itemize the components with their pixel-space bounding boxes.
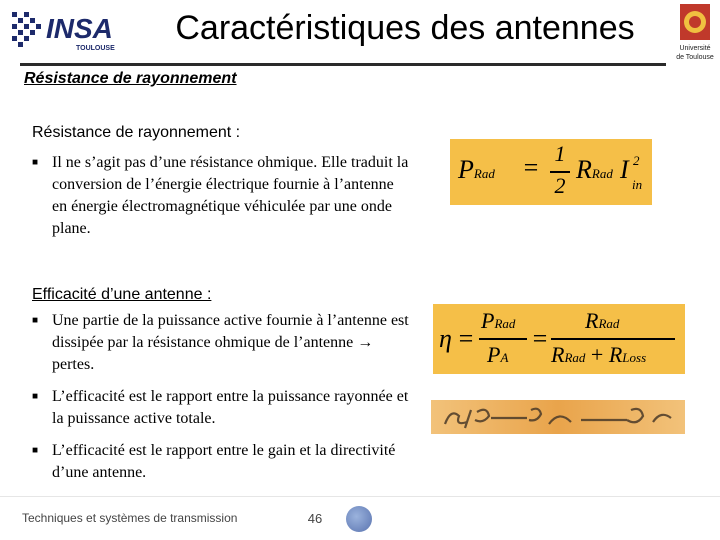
efficiency-formula xyxy=(433,304,685,374)
footer-decoration-icon xyxy=(346,506,372,532)
formula-p-a: PA xyxy=(487,342,509,367)
formula-eta: η xyxy=(439,324,452,353)
formula-p-rad: PRad xyxy=(481,308,516,333)
formula-equals: = xyxy=(531,324,549,353)
bullet-text: L’efficacité est le rapport entre le gain et la directivité d’une antenne. xyxy=(52,442,396,481)
radiation-resistance-heading: Résistance de rayonnement : xyxy=(32,124,241,141)
formula-current-sub: in xyxy=(632,177,643,192)
page-title: Caractéristiques des antennes xyxy=(175,9,635,47)
formula-frac-bar xyxy=(551,338,675,340)
university-logo-line2: de Toulouse xyxy=(676,54,714,61)
formula-frac-den: 2 xyxy=(554,173,566,198)
university-logo-line1: Université xyxy=(679,45,711,52)
bullet-icon: ■ xyxy=(32,315,39,326)
bullet-item xyxy=(32,440,412,484)
bullet-item xyxy=(32,152,412,240)
formula-current: I xyxy=(620,155,629,184)
formula-equals: = xyxy=(457,324,475,353)
formula-equals: = xyxy=(522,153,540,182)
formula-lhs: PRad xyxy=(458,155,495,184)
formula-r-rad: RRad xyxy=(585,308,620,333)
formula-denominator: RRad + RLoss xyxy=(551,342,647,367)
efficiency-gain-formula-image xyxy=(431,400,685,434)
header-divider xyxy=(20,63,666,66)
university-logo xyxy=(672,2,718,64)
radiated-power-formula xyxy=(450,139,652,205)
bullet-text: L’efficacité est le rapport entre la puissance rayonnée et la puissance active totale. xyxy=(52,388,409,427)
formula-frac-num: 1 xyxy=(554,141,566,166)
insa-logo-sub: TOULOUSE xyxy=(76,45,115,52)
page-number: 46 xyxy=(307,511,323,526)
insa-logo xyxy=(8,4,138,58)
insa-logo-text: INSA xyxy=(46,13,113,44)
section-title: Résistance de rayonnement xyxy=(24,70,237,87)
bullet-text: Il ne s’agit pas d’une résistance ohmique. Elle traduit la conversion de l’énergie électrique fournie à l’antenne en énergie électromagnétique véhiculée par une onde plane. xyxy=(52,154,409,237)
footer-course-title: Techniques et systèmes de transmission xyxy=(22,511,238,525)
footer-divider xyxy=(0,496,720,497)
bullet-item xyxy=(32,386,412,430)
bullet-item xyxy=(32,310,412,376)
bullet-icon: ■ xyxy=(32,391,39,402)
bullet-text: Une partie de la puissance active fournie à l’antenne est dissipée par la résistance ohmique de l’antenne → pertes. xyxy=(52,312,409,373)
bullet-icon: ■ xyxy=(32,157,39,168)
formula-current-sup: 2 xyxy=(633,153,640,168)
efficiency-heading: Efficacité d’une antenne : xyxy=(32,286,212,303)
formula-frac-bar xyxy=(479,338,527,340)
formula-resistance: RRad xyxy=(576,155,613,184)
bullet-icon: ■ xyxy=(32,445,39,456)
